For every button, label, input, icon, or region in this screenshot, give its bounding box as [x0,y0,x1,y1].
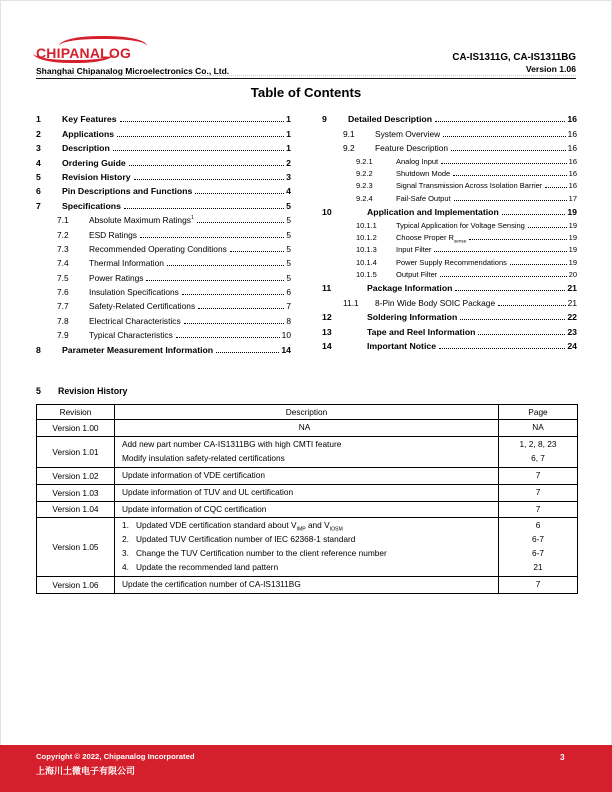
page-value: 7 [535,469,541,480]
table-row [37,484,578,501]
toc-entry-number: 9.2.4 [356,193,373,203]
toc-entry-2[interactable] [36,124,291,138]
table-row [37,501,578,518]
description-line [122,469,494,483]
toc-entry-page: 19 [567,207,577,218]
description-cell [115,501,499,518]
toc-entry-14[interactable] [322,337,577,351]
toc-entry-number: 9.2.1 [356,156,373,166]
section-title: Revision History [58,386,128,396]
document-version: Version 1.06 [525,64,576,74]
toc-entry-9[interactable] [322,110,577,124]
toc-entry-3[interactable] [36,139,291,153]
toc-entry-number: 1 [36,114,41,125]
description-line [122,561,494,575]
toc-entry-9.2[interactable] [322,139,577,153]
toc-entry-number: 11.1 [343,297,359,308]
header-dotted-line [36,75,576,76]
section-number: 5 [36,386,41,396]
dotted-leader [182,294,284,295]
toc-entry-title: Insulation Specifications [89,287,179,298]
toc-entry-title: Soldering Information [367,312,458,323]
revision-cell: Version 1.03 [37,484,115,501]
toc-entry-7.7[interactable] [36,297,291,311]
toc-entry-title: Safety-Related Certifications [89,301,196,312]
page-number: 3 [560,752,565,762]
description-text: Update the recommended land pattern [136,562,279,573]
toc-entry-title: Important Notice [367,341,437,352]
revision-cell: Version 1.06 [37,577,115,594]
toc-entry-title: Detailed Description [348,114,432,125]
table-header-page: Page [499,405,578,420]
description-line [122,438,494,452]
description-text: Update the certification number of CA-IS1311BG [122,579,301,590]
revision-cell: Version 1.01 [37,436,115,467]
toc-entry-page: 24 [567,341,577,352]
toc-entry-page: 5 [286,258,291,269]
dotted-leader [498,305,566,306]
dotted-leader [146,280,284,281]
toc-entry-10.1.5[interactable] [322,267,577,279]
table-header-description: Description [115,405,499,420]
dotted-leader [184,323,285,324]
toc-entry-page: 19 [568,245,577,255]
dotted-leader [469,239,566,240]
page-cell [499,484,578,501]
dotted-leader [230,251,285,252]
table-row [37,467,578,484]
dotted-leader [176,337,280,338]
toc-entry-number: 7.7 [57,301,69,312]
toc-entry-number: 7.9 [57,330,69,341]
list-number: 4. [122,562,129,573]
toc-entry-7.1[interactable] [36,211,291,225]
toc-entry-page: 2 [286,157,291,168]
dotted-leader [528,227,567,228]
toc-entry-title: Analog Input [396,156,439,166]
toc-entry-page: 19 [568,257,577,267]
toc-entry-page: 14 [281,344,291,355]
description-text: Updated VDE certification standard about $V_{IMP}$ and $V_{IOSM}$ [136,520,343,534]
toc-entry-number: 7.4 [57,258,69,269]
toc-entry-8[interactable] [36,340,291,354]
table-row [37,518,578,577]
toc-entry-page: 21 [567,297,577,308]
toc-entry-page: 20 [568,270,577,280]
dotted-leader [440,276,566,277]
revision-cell: Version 1.02 [37,467,115,484]
toc-entry-title: Power Ratings [89,272,144,283]
dotted-leader [502,214,566,215]
revision-cell: Version 1.04 [37,501,115,518]
toc-entry-number: 10.1.3 [356,245,377,255]
page-cell [499,501,578,518]
revision-cell: Version 1.05 [37,518,115,577]
table-header-row [37,405,578,420]
toc-entry-9.2.4[interactable] [322,190,577,202]
toc-entry-7.5[interactable] [36,268,291,282]
toc-entry-title: Input Filter [396,245,432,255]
toc-entry-number: 6 [36,186,41,197]
toc-entry-number: 2 [36,128,41,139]
toc-entry-9.2.3[interactable] [322,178,577,190]
copyright-text: Copyright © 2022, Chipanalog Incorporated [36,752,195,761]
company-name-chinese: 上海川土微电子有限公司 [36,766,136,776]
toc-entry-7.4[interactable] [36,254,291,268]
dotted-leader [195,193,284,194]
toc-entry-page: 16 [567,143,577,154]
dotted-leader [439,348,565,349]
toc-entry-9.1[interactable] [322,124,577,138]
toc-entry-page: 16 [567,128,577,139]
description-text: Update information of VDE certification [122,469,265,480]
toc-entry-page: 5 [286,229,291,240]
toc-entry-page: 4 [286,186,291,197]
list-number: 3. [122,548,129,559]
toc-entry-page: 5 [286,200,291,211]
dotted-leader [454,200,567,201]
toc-entry-title: Output Filter [396,270,438,280]
document-ids [452,52,576,74]
toc-entry-6[interactable] [36,182,291,196]
toc-entry-title: Revision History [62,171,131,182]
toc-entry-title: Absolute Maximum Ratings$^1$ [89,215,194,226]
toc-entry-page: 1 [286,114,291,125]
page-cell [499,420,578,437]
toc-entry-number: 13 [322,326,332,337]
toc-entry-title: Parameter Measurement Information [62,344,214,355]
toc-entry-number: 7.1 [57,215,69,226]
toc-entry-title: Signal Transmission Across Isolation Barrier [396,181,543,191]
toc-entry-7.3[interactable] [36,240,291,254]
company-name: Shanghai Chipanalog Microelectronics Co., Ltd. [36,66,230,76]
dotted-leader [134,179,285,180]
toc-entry-10.1.4[interactable] [322,254,577,266]
toc-entry-7.6[interactable] [36,283,291,297]
dotted-leader [545,187,566,188]
toc-entry-number: 12 [322,312,332,323]
table-row [37,577,578,594]
description-text: Update information of TUV and UL certification [122,486,294,497]
toc-entry-page: 17 [568,193,577,203]
dotted-leader [441,163,567,164]
dotted-leader [435,121,565,122]
page-footer [0,745,612,792]
toc-entry-number: 9 [322,114,327,125]
toc-entry-number: 4 [36,157,41,168]
page-title: Table of Contents [250,85,362,100]
dotted-leader [113,150,284,151]
page-value: 6 [535,520,541,531]
toc-entry-number: 3 [36,143,41,154]
toc-entry-title: Shutdown Mode [396,168,451,178]
toc-entry-title: Electrical Characteristics [89,315,181,326]
page-cell [499,436,578,467]
toc-entry-title: Specifications [62,200,121,211]
toc-entry-page: 10 [281,330,291,341]
toc-entry-title: Thermal Information [89,258,164,269]
description-line [122,421,494,435]
toc-entry-number: 7.3 [57,243,69,254]
description-text: NA [298,422,311,432]
toc-entry-number: 9.2 [343,143,355,154]
toc-entry-number: 10.1.5 [356,270,377,280]
toc-entry-page: 19 [568,232,577,242]
toc-entry-title: 8-Pin Wide Body SOIC Package [375,297,496,308]
toc-entry-page: 1 [286,128,291,139]
toc-entry-number: 10.1.4 [356,257,377,267]
dotted-leader [455,290,565,291]
description-text: Add new part number CA-IS1311BG with high CMTI feature [122,438,342,449]
toc-entry-page: 5 [286,215,291,226]
toc-entry-title: Application and Implementation [367,207,499,218]
toc-entry-page: 5 [286,243,291,254]
page-value: 7 [535,486,541,497]
toc-entry-number: 7.5 [57,272,69,283]
toc-entry-page: 16 [567,114,577,125]
toc-entry-title: Description [62,143,110,154]
toc-entry-number: 7 [36,200,41,211]
toc-entry-title: Key Features [62,114,117,125]
toc-entry-title: Choose Proper $R_{sense}$ [396,232,467,244]
toc-entry-title: Typical Characteristics [89,330,173,341]
dotted-leader [198,308,284,309]
description-line [122,503,494,517]
description-text: Updated TUV Certification number of IEC 62368-1 standard [136,534,356,545]
toc-entry-page: 22 [567,312,577,323]
description-text: Update information of CQC certification [122,503,267,514]
dotted-leader [129,165,284,166]
page-value: NA [532,422,544,432]
toc-entry-page: 1 [286,143,291,154]
description-line [122,533,494,547]
toc-entry-7.8[interactable] [36,311,291,325]
description-line [122,486,494,500]
page-value: 6-7 [532,548,544,559]
page-value: 6-7 [532,534,544,545]
revision-cell: Version 1.00 [37,420,115,437]
toc-entry-10.1.3[interactable] [322,242,577,254]
toc-entry-13[interactable] [322,322,577,336]
dotted-leader [216,352,279,353]
toc-entry-9.2.2[interactable] [322,166,577,178]
dotted-leader [451,150,566,151]
toc-entry-12[interactable] [322,308,577,322]
dotted-leader [140,237,284,238]
page-cell [499,518,578,577]
toc-entry-10.1.2[interactable] [322,230,577,242]
toc-entry-7[interactable] [36,196,291,210]
toc-entry-number: 10.1.2 [356,232,377,242]
description-line [122,547,494,561]
list-number: 1. [122,520,129,531]
description-cell [115,467,499,484]
toc-entry-page: 3 [286,171,291,182]
part-numbers: CA-IS1311G, CA-IS1311BG [452,52,576,63]
toc-left-column [36,110,291,355]
toc-entry-page: 16 [568,168,577,178]
page-value: 7 [535,579,541,590]
toc-entry-number: 10 [322,207,332,218]
toc-entry-7.2[interactable] [36,225,291,239]
toc-entry-title: System Overview [375,128,441,139]
description-cell [115,436,499,467]
toc-entry-title: Applications [62,128,115,139]
dotted-leader [117,136,284,137]
toc-entry-7.9[interactable] [36,326,291,340]
logo-swoosh-bottom-icon [33,53,115,63]
toc-entry-title: Ordering Guide [62,157,126,168]
toc-entry-11.1[interactable] [322,293,577,307]
dotted-leader [167,265,284,266]
toc-entry-10[interactable] [322,203,577,217]
toc-entry-title: Package Information [367,283,453,294]
page-value: 6, 7 [531,452,545,463]
logo-text: CHIPANALOG [36,45,132,61]
toc-entry-9.2.1[interactable] [322,153,577,165]
toc-entry-page: 19 [568,220,577,230]
header-rule [36,78,576,79]
description-text: Change the TUV Certification number to the client reference number [136,548,387,559]
page-value: 21 [533,562,543,573]
toc-entry-title: Tape and Reel Information [367,326,476,337]
dotted-leader [434,251,566,252]
toc-entry-number: 7.8 [57,315,69,326]
toc-entry-page: 5 [286,272,291,283]
toc-entry-number: 7.6 [57,287,69,298]
toc-entry-title: Fail-Safe Output [396,193,451,203]
toc-entry-number: 9.2.3 [356,181,373,191]
toc-right-column [322,110,577,355]
table-row [37,436,578,467]
dotted-leader [443,136,566,137]
chipanalog-logo [33,36,149,63]
toc-entry-title: Recommended Operating Conditions [89,243,227,254]
toc-entry-page: 16 [568,156,577,166]
dotted-leader [510,264,567,265]
page-value: 7 [535,503,541,514]
toc-entry-1[interactable] [36,110,291,124]
dotted-leader [120,121,285,122]
toc-entry-number: 8 [36,344,41,355]
description-line [122,452,494,466]
toc-entry-page: 6 [286,287,291,298]
dotted-leader [197,222,285,223]
toc-entry-number: 14 [322,341,332,352]
toc-entry-11[interactable] [322,279,577,293]
page-cell [499,467,578,484]
dotted-leader [478,334,565,335]
description-cell [115,484,499,501]
description-text: Modify insulation safety-related certifications [122,452,285,463]
revision-history-heading [36,386,127,396]
page-value: 1, 2, 8, 23 [519,438,557,449]
table-header-revision: Revision [37,405,115,420]
revision-history-table [36,404,578,594]
toc-entry-title: Pin Descriptions and Functions [62,186,193,197]
description-line [122,578,494,592]
toc-entry-page: 21 [567,283,577,294]
description-cell [115,577,499,594]
description-line [122,519,494,533]
toc-entry-10.1.1[interactable] [322,217,577,229]
toc-entry-page: 7 [286,301,291,312]
toc-entry-number: 9.2.2 [356,168,373,178]
toc-entry-title: Power Supply Recommendations [396,257,507,267]
toc-entry-number: 11 [322,283,332,294]
page-cell [499,577,578,594]
toc-entry-title: ESD Ratings [89,229,137,240]
table-of-contents [36,110,577,355]
toc-entry-number: 5 [36,171,41,182]
toc-entry-5[interactable] [36,168,291,182]
toc-entry-page: 16 [568,181,577,191]
list-number: 2. [122,534,129,545]
toc-entry-number: 7.2 [57,229,69,240]
toc-entry-number: 10.1.1 [356,220,377,230]
toc-entry-title: Typical Application for Voltage Sensing [396,220,525,230]
toc-entry-4[interactable] [36,153,291,167]
toc-entry-page: 23 [567,326,577,337]
description-cell [115,518,499,577]
dotted-leader [460,319,565,320]
description-cell [115,420,499,437]
toc-entry-page: 8 [286,315,291,326]
dotted-leader [124,208,284,209]
table-row [37,420,578,437]
toc-entry-number: 9.1 [343,128,355,139]
dotted-leader [453,175,566,176]
toc-entry-title: Feature Description [375,143,449,154]
